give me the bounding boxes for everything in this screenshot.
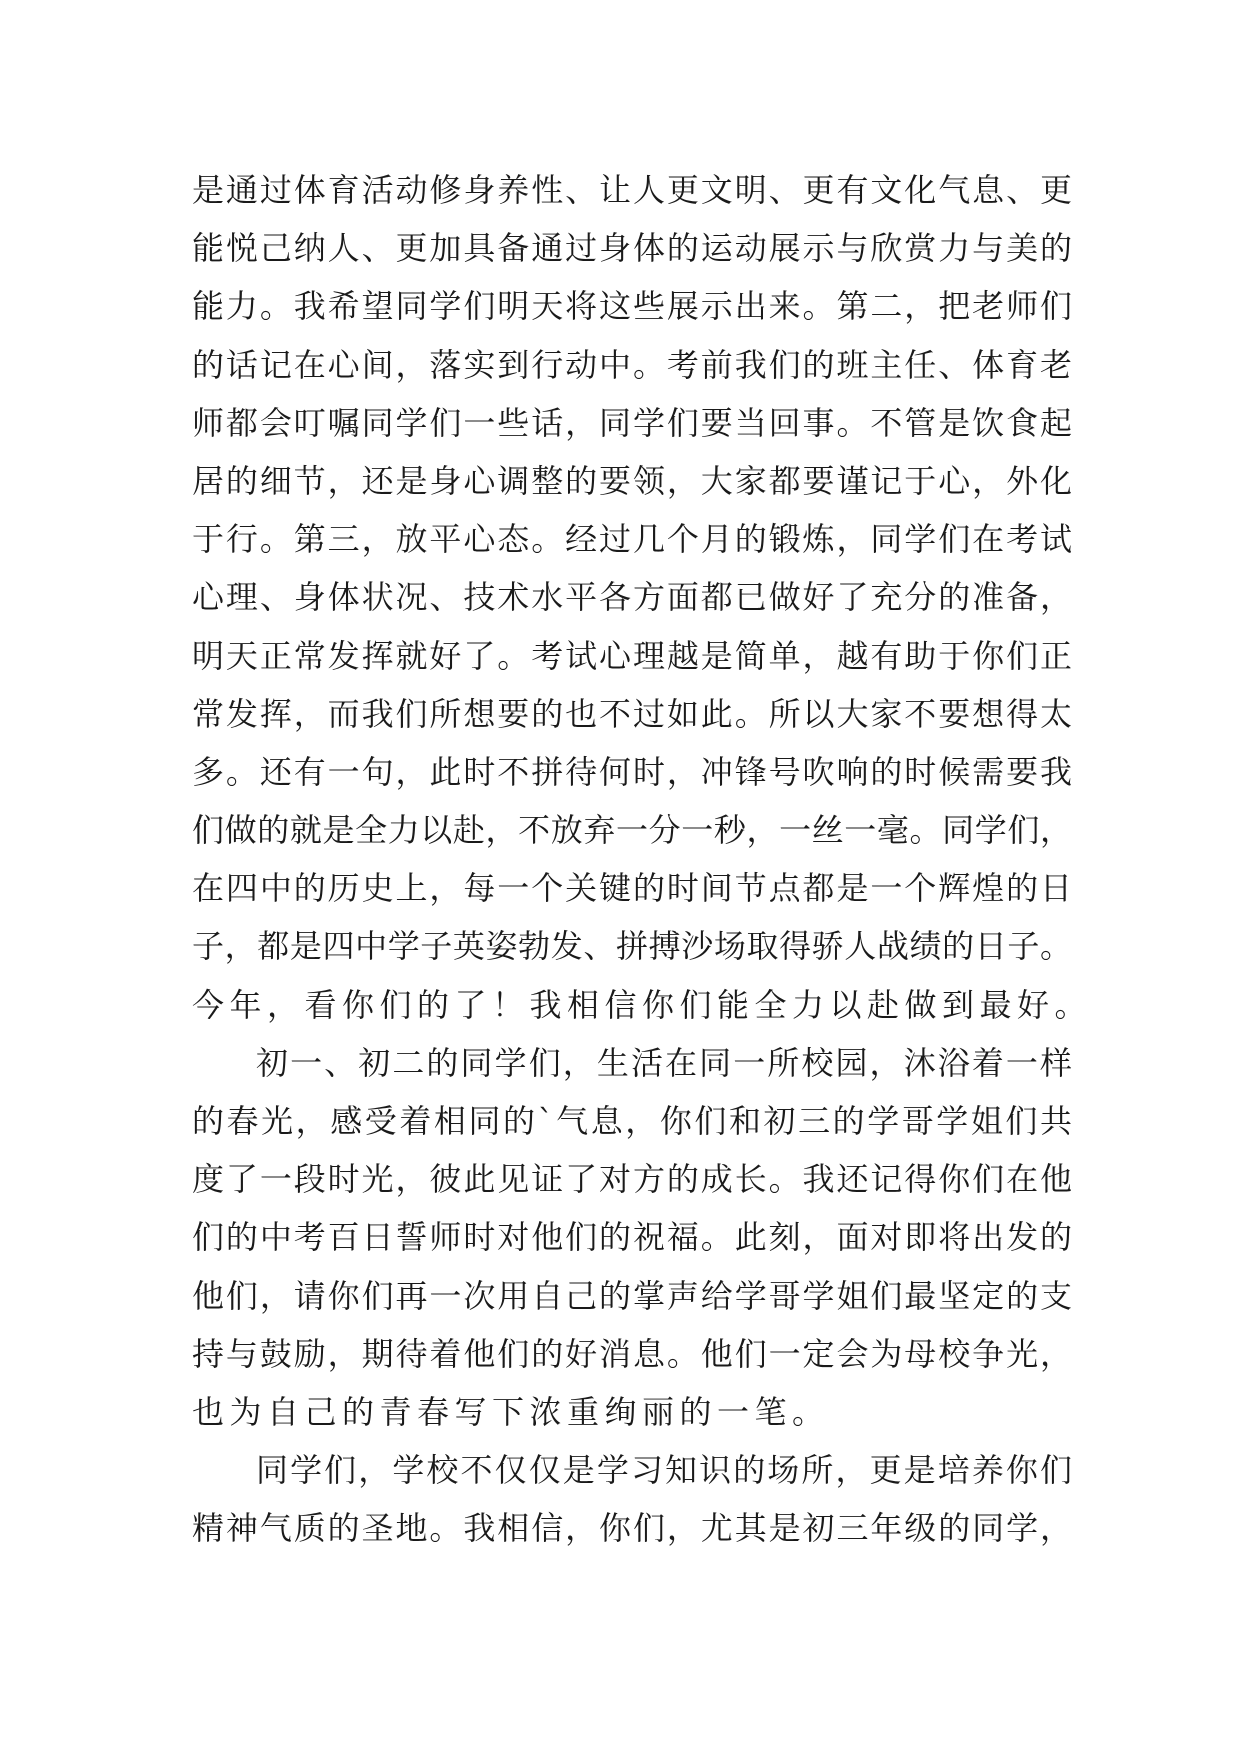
text-line: 精神气质的圣地。我相信，你们，尤其是初三年级的同学，: [192, 1509, 1072, 1548]
text-line: 常发挥，而我们所想要的也不过如此。所以大家不要想得太: [192, 694, 1072, 733]
text-line: 们做的就是全力以赴，不放弃一分一秒，一丝一毫。同学们，: [192, 811, 1072, 850]
text-line: 今年，看你们的了！我相信你们能全力以赴做到最好。: [192, 985, 1093, 1024]
text-line: 于行。第三，放平心态。经过几个月的锻炼，同学们在考试: [192, 520, 1072, 559]
text-line: 的春光，感受着相同的`气息，你们和初三的学哥学姐们共: [192, 1102, 1072, 1140]
paragraph-first-line: 同学们，学校不仅仅是学习知识的场所，更是培养你们: [256, 1451, 1072, 1490]
body-text: [192, 161, 1093, 1558]
text-line: 度了一段时光，彼此见证了对方的成长。我还记得你们在他: [192, 1160, 1072, 1199]
text-line: 心理、身体状况、技术水平各方面都已做好了充分的准备，: [192, 578, 1072, 617]
text-line: 的话记在心间，落实到行动中。考前我们的班主任、体育老: [192, 345, 1072, 384]
text-line: 也为自己的青春写下浓重绚丽的一笔。: [192, 1392, 830, 1431]
text-line: 子，都是四中学子英姿勃发、拼搏沙场取得骄人战绩的日子。: [192, 927, 1072, 966]
text-line: 居的细节，还是身心调整的要领，大家都要谨记于心，外化: [192, 461, 1072, 500]
text-line: 能悦己纳人、更加具备通过身体的运动展示与欣赏力与美的: [192, 229, 1072, 268]
text-line: 他们，请你们再一次用自己的掌声给学哥学姐们最坚定的支: [192, 1276, 1072, 1315]
text-line: 能力。我希望同学们明天将这些展示出来。第二，把老师们: [192, 287, 1072, 326]
text-line: 持与鼓励，期待着他们的好消息。他们一定会为母校争光，: [192, 1334, 1072, 1373]
paragraph-first-line: 初一、初二的同学们，生活在同一所校园，沐浴着一样: [256, 1043, 1072, 1082]
text-line: 们的中考百日誓师时对他们的祝福。此刻，面对即将出发的: [192, 1218, 1072, 1257]
text-line: 是通过体育活动修身养性、让人更文明、更有文化气息、更: [192, 171, 1072, 209]
text-line: 多。还有一句，此时不拼待何时，冲锋号吹响的时候需要我: [192, 752, 1072, 791]
text-line: 明天正常发挥就好了。考试心理越是简单，越有助于你们正: [192, 636, 1072, 675]
text-line: 师都会叮嘱同学们一些话，同学们要当回事。不管是饮食起: [192, 403, 1072, 442]
text-line: 在四中的历史上，每一个关键的时间节点都是一个辉煌的日: [192, 869, 1072, 908]
